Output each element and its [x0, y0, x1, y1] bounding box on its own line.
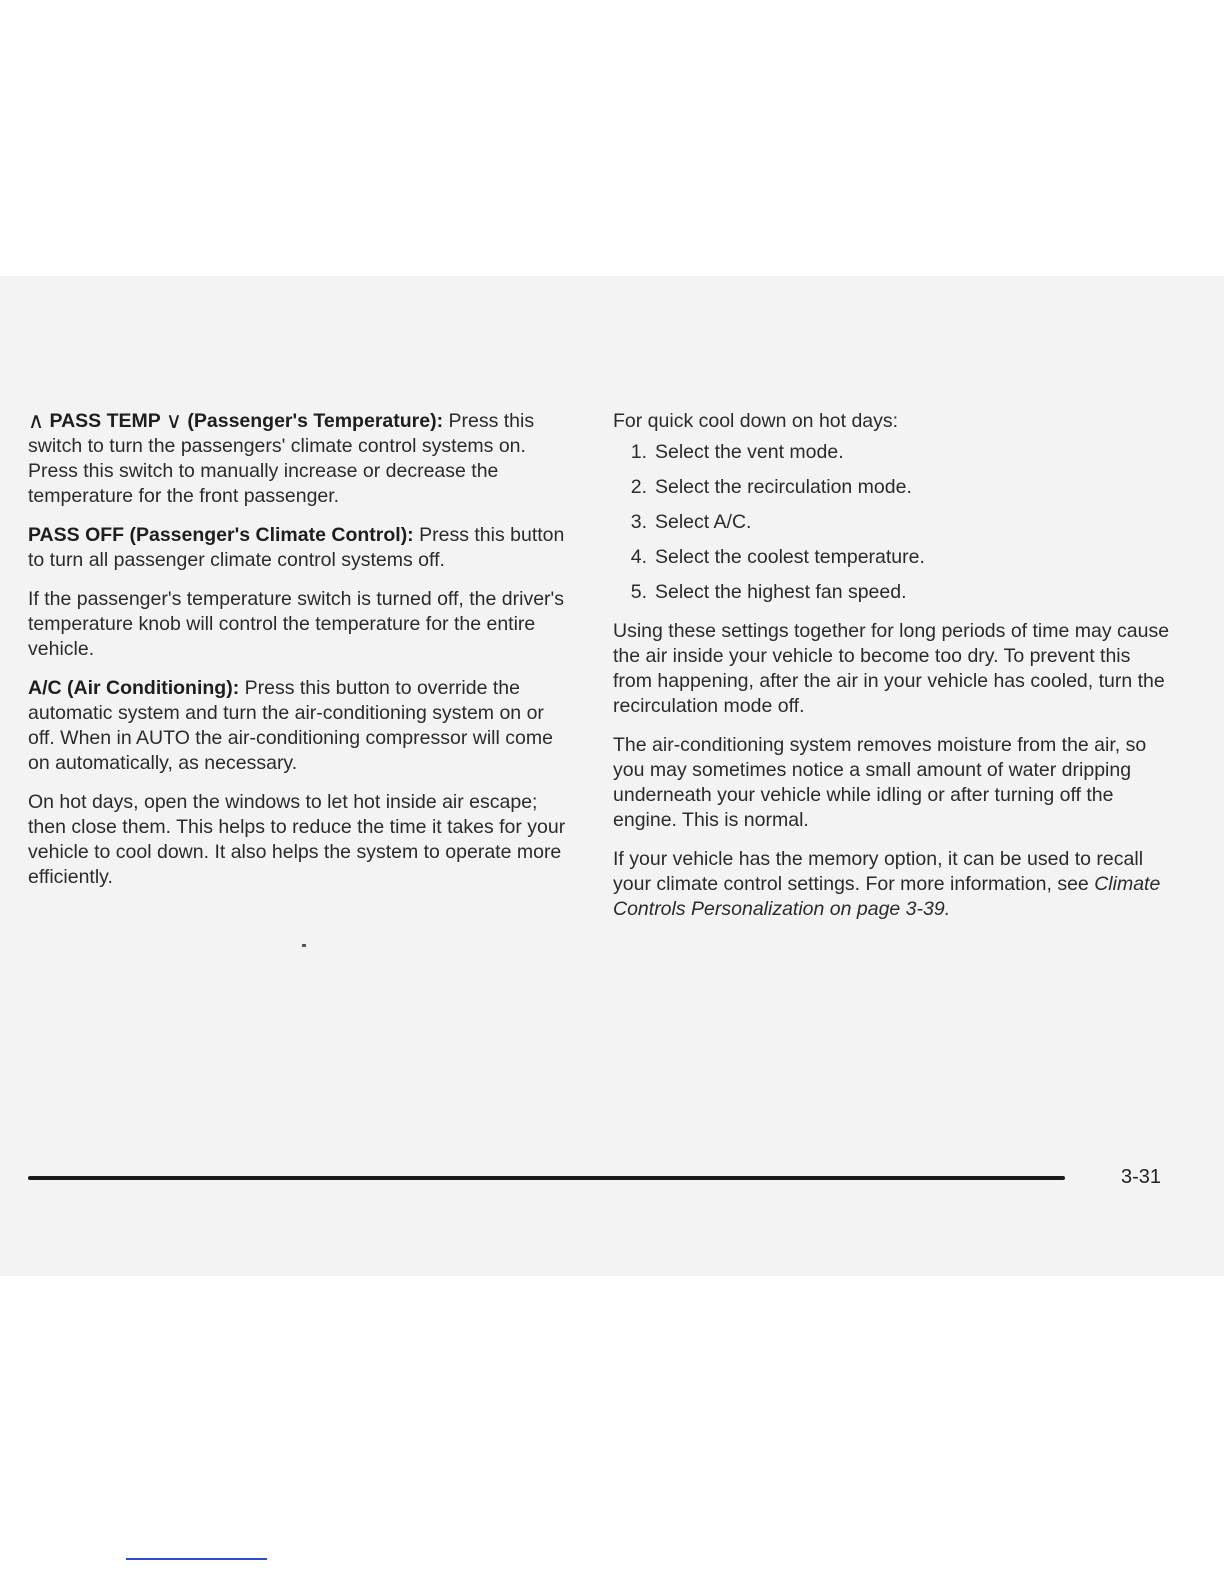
bottom-link-underline: [126, 1558, 267, 1560]
memory-option-text: If your vehicle has the memory option, it can be used to recall your climate control settings. For more information, see: [613, 848, 1144, 895]
list-item: [613, 440, 1173, 465]
list-item: [613, 475, 1173, 500]
pass-off-paragraph: [28, 523, 576, 573]
memory-option-paragraph: [613, 847, 1173, 922]
hot-days-paragraph: On hot days, open the windows to let hot inside air escape; then close them. This helps to reduce the time it takes for your vehicle to cool down. It also helps the system to operate more efficiently.: [28, 791, 566, 888]
settings-warning-paragraph: Using these settings together for long periods of time may cause the air inside your vehicle to become too dry. To prevent this from happening, after the air in your vehicle has cooled, turn the recirculation mode off.: [613, 620, 1170, 717]
ac-paragraph: [28, 676, 576, 776]
page-number: 3-31: [1121, 1166, 1162, 1188]
switch-off-paragraph: If the passenger's temperature switch is turned off, the driver's temperature knob will control the temperature for the entire vehicle.: [28, 588, 565, 660]
pass-temp-text: Press this switch to turn the passengers' climate control systems on. Press this switch to manually increase or decrease the temperature for the front passenger.: [28, 410, 535, 507]
pass-off-text: Press this button to turn all passenger climate control systems off.: [28, 524, 565, 571]
step-text: Select the recirculation mode.: [655, 476, 912, 498]
pass-off-heading: PASS OFF (Passenger's Climate Control):: [28, 524, 414, 546]
step-number: 3.: [630, 511, 647, 533]
footer-rule: [28, 1176, 1065, 1180]
step-number: 5.: [630, 581, 647, 603]
list-item: [613, 510, 1173, 535]
list-item: [613, 545, 1173, 570]
personalization-reference-link[interactable]: Climate Controls Personalization on page 3-39.: [613, 873, 1161, 920]
up-arrow-icon: ∧: [28, 408, 45, 433]
step-number: 2.: [630, 476, 647, 498]
step-number: 4.: [630, 546, 647, 568]
quick-cool-intro: For quick cool down on hot days:: [613, 410, 899, 432]
cool-down-steps: [613, 440, 1173, 605]
step-text: Select the highest fan speed.: [655, 581, 907, 603]
pass-temp-heading: [28, 410, 443, 432]
down-arrow-icon: ∨: [165, 408, 182, 433]
pass-temp-label: PASS TEMP: [49, 410, 161, 432]
moisture-paragraph: The air-conditioning system removes moisture from the air, so you may sometimes notice a small amount of water dripping underneath your vehicle while idling or after turning off the engine. This is normal.: [613, 734, 1147, 831]
step-text: Select the coolest temperature.: [655, 546, 925, 568]
pass-temp-subtitle: (Passenger's Temperature):: [187, 410, 444, 432]
ac-text: Press this button to override the automatic system and turn the air-conditioning system on or off. When in AUTO the air-conditioning compressor will come on automatically, as necessary.: [28, 677, 553, 774]
step-text: Select A/C.: [655, 511, 752, 533]
stray-mark: [302, 944, 306, 947]
pass-temp-paragraph: [28, 409, 576, 509]
step-number: 1.: [630, 441, 647, 463]
right-column: [613, 409, 1173, 936]
list-item: [613, 580, 1173, 605]
step-text: Select the vent mode.: [655, 441, 844, 463]
ac-heading: A/C (Air Conditioning):: [28, 677, 240, 699]
left-column: [28, 409, 576, 904]
